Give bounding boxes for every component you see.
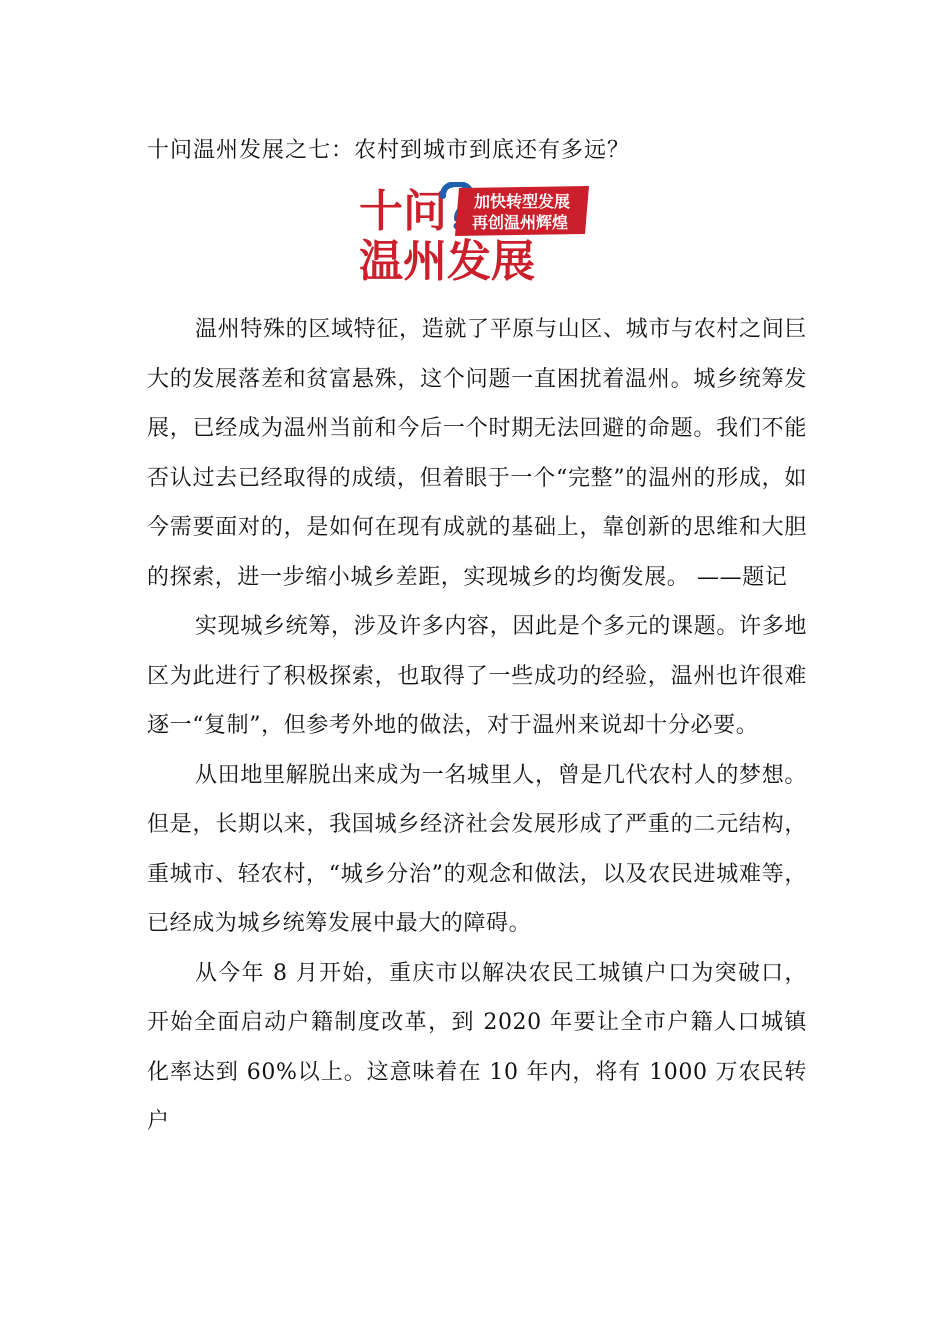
article-title: 十问温州发展之七：农村到城市到底还有多远？ xyxy=(147,138,631,163)
article-body xyxy=(147,305,807,1147)
logo-big-bottom: 温州发展 xyxy=(359,237,535,282)
logo-tag-line2: 再创温州辉煌 xyxy=(472,215,569,232)
paragraph-2: 实现城乡统筹，涉及许多内容，因此是个多元的课题。许多地区为此进行了积极探索，也取得了一些成功的经验，温州也许很难逐一“复制”，但参考外地的做法，对于温州来说却十分必要。 xyxy=(147,614,807,738)
logo-big-top: 十问 xyxy=(359,187,447,236)
paragraph-4: 从今年 8 月开始，重庆市以解决农民工城镇户口为突破口，开始全面启动户籍制度改革，到 2020 年要让全市户籍人口城镇化率达到 60%以上。这意味着在 10 年内，将有 1000 万农民转户 xyxy=(147,960,807,1134)
paragraph-3: 从田地里解脱出来成为一名城里人，曾是几代农村人的梦想。但是，长期以来，我国城乡经济社会发展形成了严重的二元结构，重城市、轻农村，“城乡分治”的观念和做法，以及农民进城难等，已经成为城乡统筹发展中最大的障碍。 xyxy=(147,762,807,936)
ten-questions-logo xyxy=(359,182,589,282)
paragraph-1: 温州特殊的区域特征，造就了平原与山区、城市与农村之间巨大的发展落差和贫富悬殊，这个问题一直困扰着温州。城乡统筹发展，已经成为温州当前和今后一个时期无法回避的命题。我们不能否认过去已经取得的成绩，但着眼于一个“完整”的温州的形成，如今需要面对的，是如何在现有成就的基础上，靠创新的思维和大胆的探索，进一步缩小城乡差距，实现城乡的均衡发展。 ——题记 xyxy=(147,317,807,590)
logo-tag-line1: 加快转型发展 xyxy=(474,194,571,211)
